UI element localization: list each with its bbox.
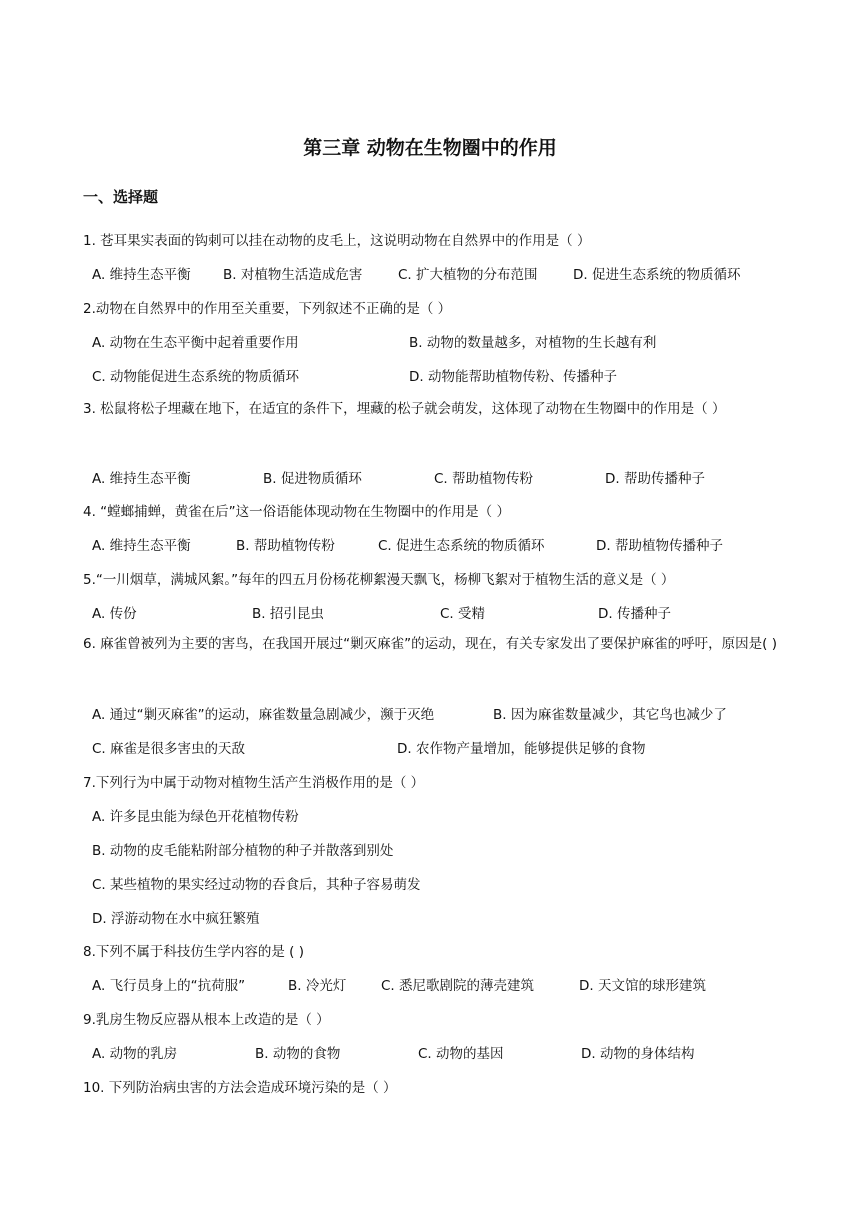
question-4-stem: 4. “螳螂捕蝉，黄雀在后”这一俗语能体现动物在生物圈中的作用是（ ）	[83, 504, 510, 520]
question-7-option-d[interactable]: D. 浮游动物在水中疯狂繁殖	[92, 911, 260, 927]
question-3-option-b[interactable]: B. 促进物质循环	[263, 471, 362, 487]
question-1-option-d[interactable]: D. 促进生态系统的物质循环	[573, 267, 741, 283]
question-6-option-b[interactable]: B. 因为麻雀数量减少，其它鸟也减少了	[493, 707, 727, 723]
question-7-stem: 7.下列行为中属于动物对植物生活产生消极作用的是（ ）	[83, 775, 425, 791]
question-2-option-b[interactable]: B. 动物的数量越多，对植物的生长越有利	[409, 335, 657, 351]
question-10-stem: 10. 下列防治病虫害的方法会造成环境污染的是（ ）	[83, 1080, 397, 1096]
question-3-option-c[interactable]: C. 帮助植物传粉	[434, 471, 534, 487]
question-8-option-b[interactable]: B. 冷光灯	[288, 978, 347, 994]
question-5-option-d[interactable]: D. 传播种子	[598, 606, 671, 622]
question-3-option-d[interactable]: D. 帮助传播种子	[605, 471, 705, 487]
question-6-stem: 6. 麻雀曾被列为主要的害鸟，在我国开展过“剿灭麻雀”的运动，现在，有关专家发出了要保护麻雀的呼吁，原因是( )	[83, 636, 777, 652]
question-6-option-c[interactable]: C. 麻雀是很多害虫的天敌	[92, 741, 246, 757]
question-6-option-d[interactable]: D. 农作物产量增加，能够提供足够的食物	[397, 741, 646, 757]
question-7-option-b[interactable]: B. 动物的皮毛能粘附部分植物的种子并散落到别处	[92, 843, 394, 859]
question-8-option-a[interactable]: A. 飞行员身上的“抗荷服”	[92, 978, 246, 994]
question-1-stem: 1. 苍耳果实表面的钩刺可以挂在动物的皮毛上，这说明动物在自然界中的作用是（ ）	[83, 233, 591, 249]
question-7-option-a[interactable]: A. 许多昆虫能为绿色开花植物传粉	[92, 809, 299, 825]
question-1-option-a[interactable]: A. 维持生态平衡	[92, 267, 191, 283]
question-6-option-a[interactable]: A. 通过“剿灭麻雀”的运动，麻雀数量急剧减少，濒于灭绝	[92, 707, 435, 723]
question-4-option-c[interactable]: C. 促进生态系统的物质循环	[378, 538, 545, 554]
question-3-option-a[interactable]: A. 维持生态平衡	[92, 471, 191, 487]
question-4-option-a[interactable]: A. 维持生态平衡	[92, 538, 191, 554]
question-9-option-d[interactable]: D. 动物的身体结构	[581, 1046, 695, 1062]
question-4-option-d[interactable]: D. 帮助植物传播种子	[596, 538, 723, 554]
question-5-option-c[interactable]: C. 受精	[440, 606, 486, 622]
question-2-option-a[interactable]: A. 动物在生态平衡中起着重要作用	[92, 335, 299, 351]
question-9-option-b[interactable]: B. 动物的食物	[255, 1046, 341, 1062]
question-5-stem: 5.“一川烟草，满城风絮。”每年的四五月份杨花柳絮漫天飘飞，杨柳飞絮对于植物生活的意义是（ ）	[83, 572, 675, 588]
question-9-stem: 9.乳房生物反应器从根本上改造的是（ ）	[83, 1012, 330, 1028]
question-8-option-c[interactable]: C. 悉尼歌剧院的薄壳建筑	[381, 978, 535, 994]
section-heading: 一、选择题	[83, 188, 159, 206]
question-2-option-c[interactable]: C. 动物能促进生态系统的物质循环	[92, 369, 300, 385]
question-1-option-b[interactable]: B. 对植物生活造成危害	[223, 267, 363, 283]
page-title: 第三章 动物在生物圈中的作用	[303, 137, 557, 159]
question-4-option-b[interactable]: B. 帮助植物传粉	[236, 538, 335, 554]
question-5-option-a[interactable]: A. 传份	[92, 606, 137, 622]
question-2-option-d[interactable]: D. 动物能帮助植物传粉、传播种子	[409, 369, 617, 385]
question-8-stem: 8.下列不属于科技仿生学内容的是 ( )	[83, 944, 304, 960]
question-8-option-d[interactable]: D. 天文馆的球形建筑	[579, 978, 706, 994]
question-9-option-a[interactable]: A. 动物的乳房	[92, 1046, 178, 1062]
question-9-option-c[interactable]: C. 动物的基因	[418, 1046, 504, 1062]
question-5-option-b[interactable]: B. 招引昆虫	[252, 606, 324, 622]
question-3-stem: 3. 松鼠将松子埋藏在地下，在适宜的条件下，埋藏的松子就会萌发，这体现了动物在生物圈中的作用是（ ）	[83, 401, 726, 417]
question-2-stem: 2.动物在自然界中的作用至关重要，下列叙述不正确的是（ ）	[83, 301, 452, 317]
question-7-option-c[interactable]: C. 某些植物的果实经过动物的吞食后，其种子容易萌发	[92, 877, 421, 893]
question-1-option-c[interactable]: C. 扩大植物的分布范围	[398, 267, 538, 283]
